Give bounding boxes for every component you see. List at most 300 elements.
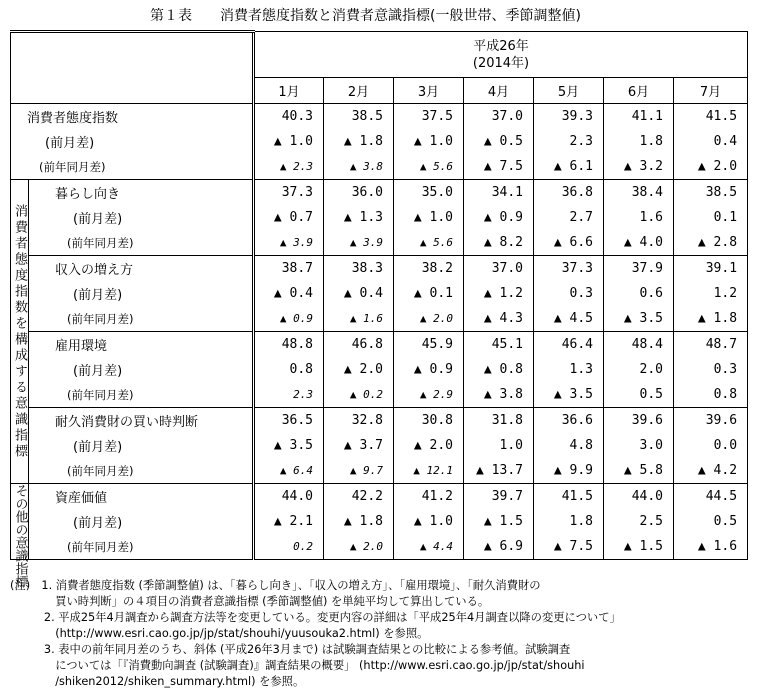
value-cell [674,484,748,510]
value-text: ▲ 7.5 [553,539,593,554]
value-text: 37.3 [281,185,313,200]
value-text: 45.1 [491,337,523,352]
value-cell [464,382,534,408]
value-text: 0.8 [289,362,313,377]
value-cell [674,230,748,256]
value-cell [534,281,604,306]
month-header: 6月 [604,78,674,104]
value-text: ▲ 1.0 [413,514,453,529]
value-text: 1.6 [639,210,663,225]
year-line2: (2014年) [472,55,530,71]
value-cell [534,484,604,510]
value-text: 2.7 [569,210,593,225]
value-cell [254,408,324,434]
value-cell [534,205,604,230]
value-text: 46.4 [561,337,593,352]
value-text: ▲ 0.9 [483,210,523,225]
month-header: 5月 [534,78,604,104]
value-cell [394,205,464,230]
value-cell [324,281,394,306]
value-cell [394,433,464,458]
table-row [11,256,748,282]
table-row [11,408,748,434]
value-cell [324,357,394,382]
value-text: ▲ 2.0 [413,438,453,453]
value-text: ▲ 4.4 [419,540,453,553]
value-cell [394,281,464,306]
value-cell [604,129,674,154]
footnote-line: (http://www.esri.cao.go.jp/jp/stat/shouhi/yuusouka2.html) を参照。 [10,627,429,640]
value-text: ▲ 3.2 [623,159,663,174]
value-text: 38.5 [705,185,738,200]
value-cell [604,306,674,332]
value-cell [324,534,394,560]
value-cell [394,408,464,434]
value-text: ▲ 6.6 [553,235,593,250]
value-text: 0.3 [713,362,738,377]
value-cell [604,433,674,458]
value-text: ▲ 3.8 [349,160,383,173]
value-cell [324,256,394,282]
other-indicators-side-label: その他の意識指標 [12,484,28,588]
value-cell [254,458,324,484]
value-cell [464,509,534,534]
value-cell [534,357,604,382]
table-row [11,306,748,332]
value-text: ▲ 1.5 [483,514,523,529]
value-cell [534,230,604,256]
value-cell [394,256,464,282]
value-text: ▲ 0.2 [349,388,383,401]
value-cell [324,154,394,180]
value-cell [254,433,324,458]
value-text: ▲ 2.0 [419,312,453,325]
value-text: 37.9 [631,261,663,276]
value-text: 1.3 [569,362,593,377]
value-text: ▲ 2.3 [279,160,313,173]
value-text: 44.0 [631,489,663,504]
value-text: 36.8 [561,185,593,200]
value-cell [534,509,604,534]
value-cell [464,129,534,154]
value-cell [604,332,674,358]
value-cell [254,306,324,332]
value-text: 41.1 [631,109,663,124]
table-row [11,332,748,358]
value-cell [324,180,394,206]
value-cell [254,230,324,256]
value-cell [254,205,324,230]
value-text: ▲ 8.2 [483,235,523,250]
value-cell [534,104,604,130]
value-text: 0.2 [293,540,313,553]
value-cell [674,180,748,206]
value-text: 38.5 [351,109,383,124]
value-cell [534,154,604,180]
table-row [11,433,748,458]
value-text: 31.8 [491,413,523,428]
footnotes [10,578,755,690]
value-text: ▲ 1.2 [483,286,523,301]
value-cell [464,433,534,458]
value-cell [674,129,748,154]
value-cell [604,509,674,534]
value-text: 35.0 [421,185,453,200]
value-text: ▲ 2.1 [273,514,313,529]
value-cell [604,256,674,282]
value-cell [604,408,674,434]
value-text: 37.0 [491,109,523,124]
value-cell [394,509,464,534]
row-label: 資産価値 [29,484,254,510]
table-row [11,154,748,180]
table-row [11,484,748,510]
month-header: 2月 [324,78,394,104]
value-text: 46.8 [351,337,383,352]
value-text: ▲ 0.7 [273,210,313,225]
value-text: ▲ 4.0 [623,235,663,250]
row-label: (前月差) [29,205,254,230]
value-cell [534,382,604,408]
value-cell [394,382,464,408]
value-text: 1.2 [713,286,738,301]
value-cell [324,230,394,256]
value-text: ▲ 4.3 [483,311,523,326]
value-text: 34.1 [491,185,523,200]
value-text: 2.3 [293,388,313,401]
value-text: 0.6 [639,286,663,301]
value-cell [394,534,464,560]
row-label: (前年同月差) [29,306,254,332]
value-cell [394,180,464,206]
value-cell [254,484,324,510]
value-cell [254,281,324,306]
value-text: 42.2 [351,489,383,504]
value-text: ▲ 5.8 [623,463,663,478]
table-row [11,357,748,382]
value-cell [464,458,534,484]
value-cell [674,408,748,434]
value-cell [254,129,324,154]
value-text: ▲ 3.9 [349,236,383,249]
value-text: 0.5 [713,514,738,529]
value-cell [674,154,748,180]
value-cell [464,306,534,332]
value-cell [464,256,534,282]
value-cell [534,180,604,206]
value-cell [324,306,394,332]
value-text: 0.3 [569,286,593,301]
table-row [11,458,748,484]
value-text: ▲ 6.4 [279,464,313,477]
value-cell [254,256,324,282]
value-cell [394,104,464,130]
value-cell [254,382,324,408]
value-text: ▲ 0.1 [413,286,453,301]
value-cell [604,534,674,560]
value-cell [604,205,674,230]
value-cell [674,433,748,458]
table-row [11,230,748,256]
value-cell [324,484,394,510]
value-text: ▲ 6.9 [483,539,523,554]
value-cell [324,129,394,154]
value-text: ▲ 6.1 [553,159,593,174]
value-text: ▲ 4.5 [553,311,593,326]
value-text: ▲ 1.8 [343,134,383,149]
value-text: ▲ 2.0 [349,540,383,553]
value-text: 48.8 [281,337,313,352]
value-cell [604,281,674,306]
value-cell [324,433,394,458]
value-text: ▲ 9.7 [349,464,383,477]
header-year [254,32,748,78]
value-cell [604,154,674,180]
value-text: 0.1 [713,210,738,225]
value-cell [534,458,604,484]
row-label: (前月差) [11,129,254,154]
footnote-line: 買い時判断」の４項目の消費者意識指標 (季節調整値) を単純平均して算出している。 [10,595,490,608]
value-cell [604,104,674,130]
value-cell [464,281,534,306]
value-cell [394,129,464,154]
value-cell [534,256,604,282]
value-text: 39.1 [705,261,738,276]
value-cell [324,509,394,534]
value-cell [674,205,748,230]
value-cell [464,230,534,256]
value-text: 40.3 [281,109,313,124]
month-header: 3月 [394,78,464,104]
value-text: ▲ 9.9 [553,463,593,478]
row-label: (前年同月差) [11,154,254,180]
value-text: 30.8 [421,413,453,428]
value-text: ▲ 0.5 [483,134,523,149]
row-label: 暮らし向き [29,180,254,206]
table-row [11,129,748,154]
value-cell [254,534,324,560]
value-text: ▲ 1.5 [623,539,663,554]
value-text: 2.3 [569,134,593,149]
value-cell [534,332,604,358]
value-text: ▲ 5.6 [419,160,453,173]
table-row [11,509,748,534]
value-text: 1.8 [639,134,663,149]
value-cell [324,332,394,358]
value-cell [464,332,534,358]
table-row [11,205,748,230]
value-cell [674,357,748,382]
value-cell [464,408,534,434]
value-text: 44.5 [705,489,738,504]
value-cell [464,484,534,510]
value-text: 0.5 [639,387,663,402]
row-label: (前月差) [29,357,254,382]
value-text: 1.8 [569,514,593,529]
value-cell [464,154,534,180]
row-label: 雇用環境 [29,332,254,358]
value-text: 39.6 [705,413,738,428]
footnote-line: /shiken2012/shiken_summary.html) を参照。 [10,675,305,688]
value-cell [394,458,464,484]
value-text: ▲ 7.5 [483,159,523,174]
value-cell [324,205,394,230]
value-cell [394,332,464,358]
table-title: 第１表 消費者態度指数と消費者意識指標(一般世帯、季節調整値) [150,8,581,24]
value-text: 45.9 [421,337,453,352]
value-text: 36.6 [561,413,593,428]
value-cell [464,104,534,130]
value-cell [464,180,534,206]
value-text: ▲ 3.5 [623,311,663,326]
value-text: ▲ 0.8 [483,362,523,377]
value-text: 39.7 [491,489,523,504]
value-text: ▲ 3.5 [553,387,593,402]
row-label: 耐久消費財の買い時判断 [29,408,254,434]
value-text: 41.5 [705,109,738,124]
value-text: ▲ 1.3 [343,210,383,225]
value-cell [604,180,674,206]
header-corner [11,32,254,104]
footnote-line: については「『消費動向調査 (試験調査)』調査結果の概要」 (http://www.esri.cao.go.jp/jp/stat/shouhi [10,659,585,672]
value-text: ▲ 1.6 [697,539,738,554]
value-cell [674,332,748,358]
value-cell [674,509,748,534]
value-text: ▲ 2.0 [343,362,383,377]
table-row [11,104,748,130]
table-row [11,180,748,206]
value-text: 37.5 [421,109,453,124]
value-text: 41.5 [561,489,593,504]
row-label: (前月差) [29,281,254,306]
value-text: 4.8 [569,438,593,453]
value-text: 48.7 [705,337,738,352]
year-line1: 平成26年 [473,38,529,54]
month-header: 7月 [674,78,748,104]
value-cell [254,357,324,382]
value-text: ▲ 3.8 [483,387,523,402]
value-cell [394,154,464,180]
value-cell [394,230,464,256]
value-cell [604,458,674,484]
value-cell [604,484,674,510]
value-cell [674,256,748,282]
value-cell [254,104,324,130]
row-label: (前年同月差) [29,458,254,484]
row-label: (前月差) [29,509,254,534]
value-cell [604,382,674,408]
value-text: 36.0 [351,185,383,200]
value-cell [464,205,534,230]
value-text: ▲ 1.8 [343,514,383,529]
value-cell [324,382,394,408]
value-text: 3.0 [639,438,663,453]
value-text: ▲ 12.1 [413,464,453,477]
value-cell [534,306,604,332]
value-text: 44.0 [281,489,313,504]
value-cell [534,129,604,154]
value-text: ▲ 4.2 [697,463,738,478]
value-text: 38.7 [281,261,313,276]
row-label: (前年同月差) [29,534,254,560]
value-cell [254,509,324,534]
composite-indicators-side-label: 消費者態度指数を構成する意識指標 [11,180,29,484]
value-text: ▲ 1.6 [349,312,383,325]
value-text: 48.4 [631,337,663,352]
row-label: (前月差) [29,433,254,458]
value-text: ▲ 5.6 [419,236,453,249]
value-cell [324,104,394,130]
value-text: ▲ 1.0 [413,134,453,149]
footnote-line: (注) 1. 消費者態度指数 (季節調整値) は、「暮らし向き」、「収入の増え方」、「雇用環境」、「耐久消費財の [10,579,541,592]
value-text: ▲ 0.9 [413,362,453,377]
month-header: 4月 [464,78,534,104]
value-cell [534,534,604,560]
value-text: 2.0 [639,362,663,377]
row-label: (前年同月差) [29,382,254,408]
value-cell [674,306,748,332]
value-text: 0.4 [713,134,738,149]
value-text: ▲ 0.4 [343,286,383,301]
value-cell [394,484,464,510]
value-text: 0.8 [713,387,738,402]
footnote-line: 3. 表中の前年同月差のうち、斜体 (平成26年3月まで) は試験調査結果との比較による参考値。試験調査 [10,643,571,656]
value-cell [674,382,748,408]
value-cell [254,154,324,180]
value-cell [254,180,324,206]
value-text: 37.3 [561,261,593,276]
footnote-line: 2. 平成25年4月調査から調査方法等を変更している。変更内容の詳細は「平成25年4月調査以降の変更について」 [10,611,621,624]
value-cell [674,534,748,560]
row-label: 消費者態度指数 [11,104,254,130]
value-text: ▲ 1.0 [273,134,313,149]
value-text: 0.0 [713,438,738,453]
value-text: ▲ 3.9 [279,236,313,249]
value-text: ▲ 2.0 [697,159,738,174]
value-cell [394,357,464,382]
value-text: 41.2 [421,489,453,504]
value-text: 2.5 [639,514,663,529]
value-text: ▲ 1.8 [697,311,738,326]
value-text: 39.3 [561,109,593,124]
value-text: ▲ 0.9 [279,312,313,325]
table-row [11,534,748,560]
value-text: 32.8 [351,413,383,428]
value-text: 38.4 [631,185,663,200]
value-cell [324,458,394,484]
value-text: ▲ 0.4 [273,286,313,301]
value-cell [464,357,534,382]
value-text: 38.2 [421,261,453,276]
value-text: ▲ 2.9 [419,388,453,401]
value-text: ▲ 3.7 [343,438,383,453]
value-text: 36.5 [281,413,313,428]
table-row [11,281,748,306]
value-text: ▲ 1.0 [413,210,453,225]
value-cell [394,306,464,332]
month-header: 1月 [254,78,324,104]
value-text: 39.6 [631,413,663,428]
value-text: 38.3 [351,261,383,276]
value-cell [604,357,674,382]
value-cell [324,408,394,434]
value-text: ▲ 2.8 [697,235,738,250]
value-cell [534,408,604,434]
table-row [11,382,748,408]
value-text: 37.0 [491,261,523,276]
value-text: ▲ 13.7 [476,463,523,478]
value-cell [674,281,748,306]
